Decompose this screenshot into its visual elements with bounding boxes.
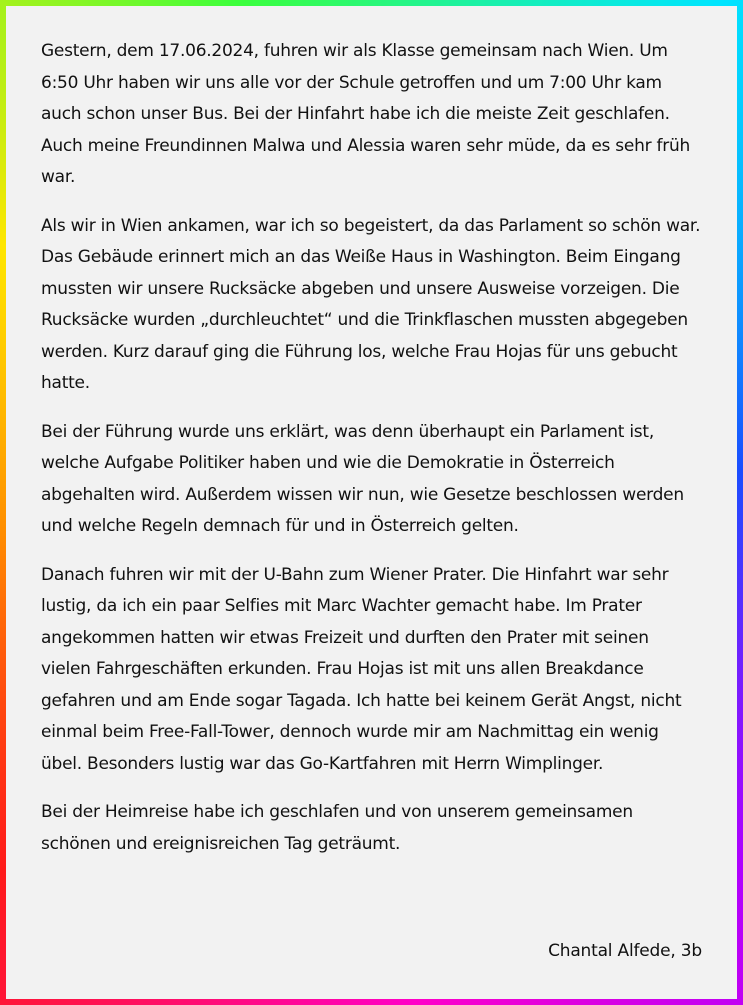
paragraph-4: Danach fuhren wir mit der U-Bahn zum Wiener Prater. Die Hinfahrt war sehr lustig, da ich ein paar Selfies mit Marc Wachter gemacht habe. Im Prater angekommen hatten wir etwas Freizeit und durften den Prater mit seinen vielen Fahrgeschäften erkunden. Frau Hojas ist mit uns allen Breakdance gefahren und am Ende sogar Tagada. Ich hatte bei keinem Gerät Angst, nicht einmal beim Free-Fall-Tower, dennoch wurde mir am Nachmittag ein wenig übel. Besonders lustig war das Go-Kartfahren mit Herrn Wimplinger. xyxy=(41,564,682,774)
paragraph-3: Bei der Führung wurde uns erklärt, was denn überhaupt ein Parlament ist, welche Aufgabe Politiker haben und wie die Demokratie in Österreich abgehalten wird. Außerdem wissen wir nun, wie Gesetze beschlossen werden und welche Regeln demnach für und in Österreich gelten. xyxy=(41,421,684,536)
paragraph-5: Bei der Heimreise habe ich geschlafen und von unserem gemeinsamen schönen und ereignisreichen Tag geträumt. xyxy=(41,802,633,854)
document-page xyxy=(6,6,737,999)
author-signature: Chantal Alfede, 3b xyxy=(548,940,702,961)
paragraph-2: Als wir in Wien ankamen, war ich so begeistert, da das Parlament so schön war. Das Gebäude erinnert mich an das Weiße Haus in Washington. Beim Eingang mussten wir unsere Rucksäcke abgeben und unsere Ausweise vorzeigen. Die Rucksäcke wurden „durchleuchtet“ und die Trinkflaschen mussten abgegeben werden. Kurz darauf ging die Führung los, welche Frau Hojas für uns gebucht hatte. xyxy=(41,215,701,393)
paragraph-1: Gestern, dem 17.06.2024, fuhren wir als Klasse gemeinsam nach Wien. Um 6:50 Uhr haben wir uns alle vor der Schule getroffen und um 7:00 Uhr kam auch schon unser Bus. Bei der Hinfahrt habe ich die meiste Zeit geschlafen. Auch meine Freundinnen Malwa und Alessia waren sehr müde, da es sehr früh war. xyxy=(41,41,691,187)
